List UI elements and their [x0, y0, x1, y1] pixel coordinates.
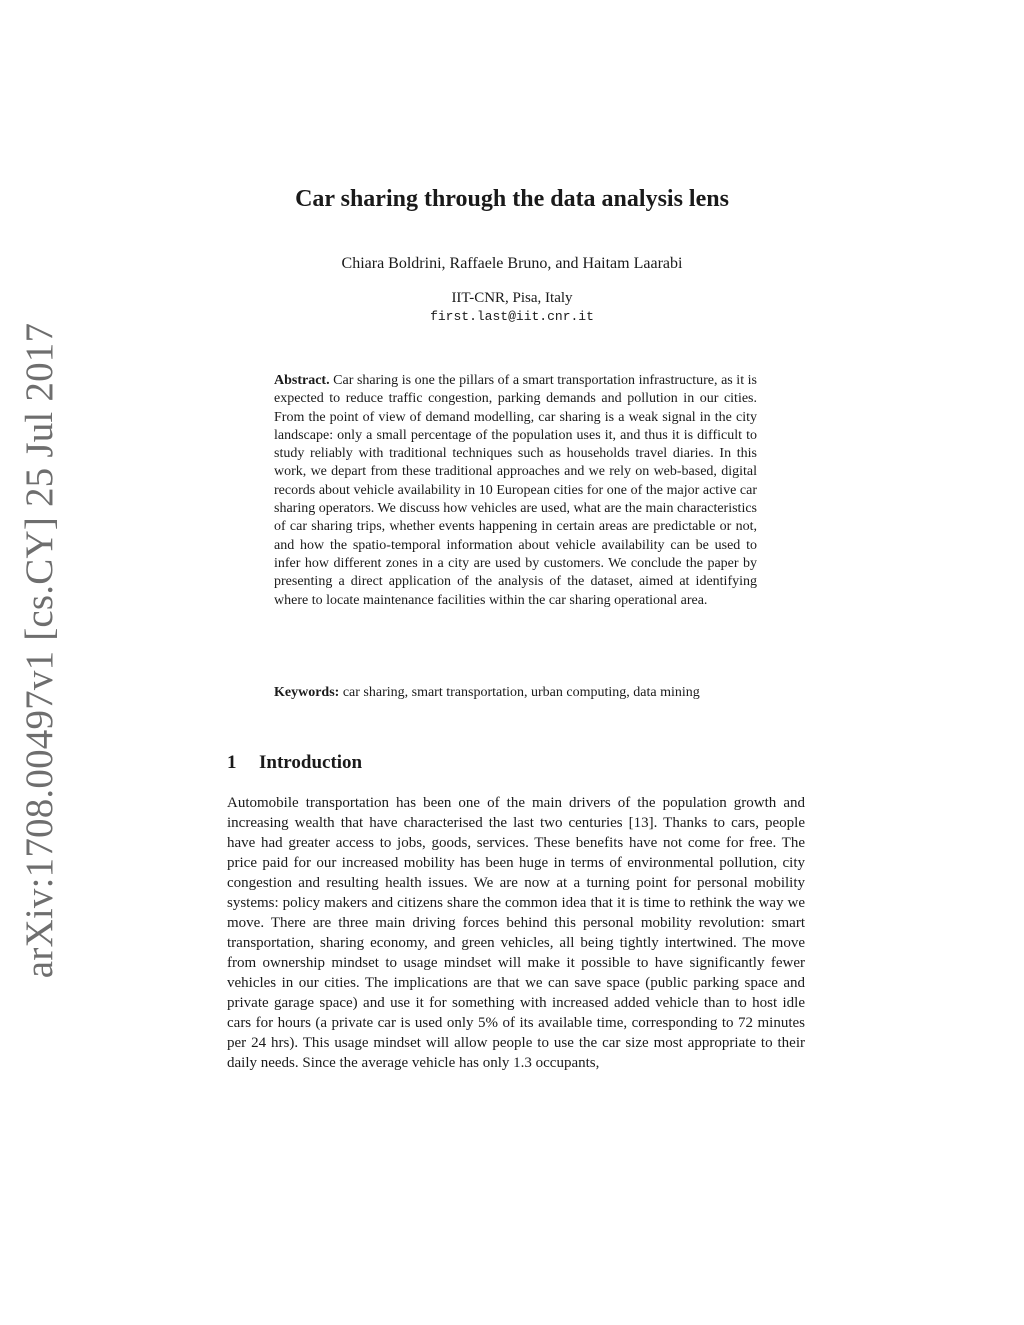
section-number: 1	[227, 752, 237, 773]
keywords-label: Keywords:	[274, 685, 340, 700]
keywords-text: car sharing, smart transportation, urban computing, data mining	[342, 685, 700, 700]
introduction-paragraph: Automobile transportation has been one of the main drivers of the population growth and increasing wealth that have characterised the last two centuries [13]. Thanks to cars, people have had greater access to jobs, goods, services. These benefits have not come for free. The price paid for our increased mobility has been huge in terms of environmental pollution, city congestion and resulting health issues. We are now at a turning point for personal mobility systems: policy makers and citizens share the common idea that it is time to rethink the way we move. There are three main driving forces behind this personal mobility revolution: smart transportation, sharing economy, and green vehicles, all being tightly intertwined. The move from ownership mindset to usage mindset will make it possible to have significantly fewer vehicles in our cities. The implications are that we can save space (public parking space and private garage space) and use it for something with increased added vehicle than to host idle cars for hours (a private car is used only 5% of its available time, corresponding to 72 minutes per 24 hrs). This usage mindset will allow people to use the car size most appropriate to their daily needs. Since the average vehicle has only 1.3 occupants,	[227, 795, 805, 1071]
author-email: first.last@iit.cnr.it	[430, 309, 594, 324]
section-title: Introduction	[259, 752, 363, 773]
author-affiliation: IIT-CNR, Pisa, Italy	[451, 290, 573, 306]
abstract-paragraph	[274, 372, 757, 610]
abstract-text: Car sharing is one the pillars of a smart transportation infrastructure, as it is expected to reduce traffic congestion, parking demands and pollution in our cities. From the point of view of demand modelling, car sharing is a weak signal in the city landscape: only a small percentage of the population uses it, and thus it is difficult to study reliably with traditional techniques such as households travel diaries. In this work, we depart from these traditional approaches and we rely on web-based, digital records about vehicle availability in 10 European cities for one of the major active car sharing operators. We discuss how vehicles are used, what are the main characteristics of car sharing trips, whether events happening in certain areas are predictable or not, and how the spatio-temporal information about vehicle availability can be used to infer how different zones in a city are used by customers. We conclude the paper by presenting a direct application of the analysis of the dataset, aimed at identifying where to locate maintenance facilities within the car sharing operational area.	[274, 373, 757, 608]
paper-title: Car sharing through the data analysis lens	[295, 186, 729, 212]
arxiv-identifier-stamp	[10, 322, 70, 978]
paper-authors: Chiara Boldrini, Raffaele Bruno, and Haitam Laarabi	[341, 255, 683, 272]
abstract-label: Abstract.	[274, 373, 330, 388]
keywords-paragraph	[274, 684, 757, 702]
arxiv-identifier-text: arXiv:1708.00497v1 [cs.CY] 25 Jul 2017	[18, 322, 62, 978]
section-heading-introduction	[227, 752, 362, 774]
